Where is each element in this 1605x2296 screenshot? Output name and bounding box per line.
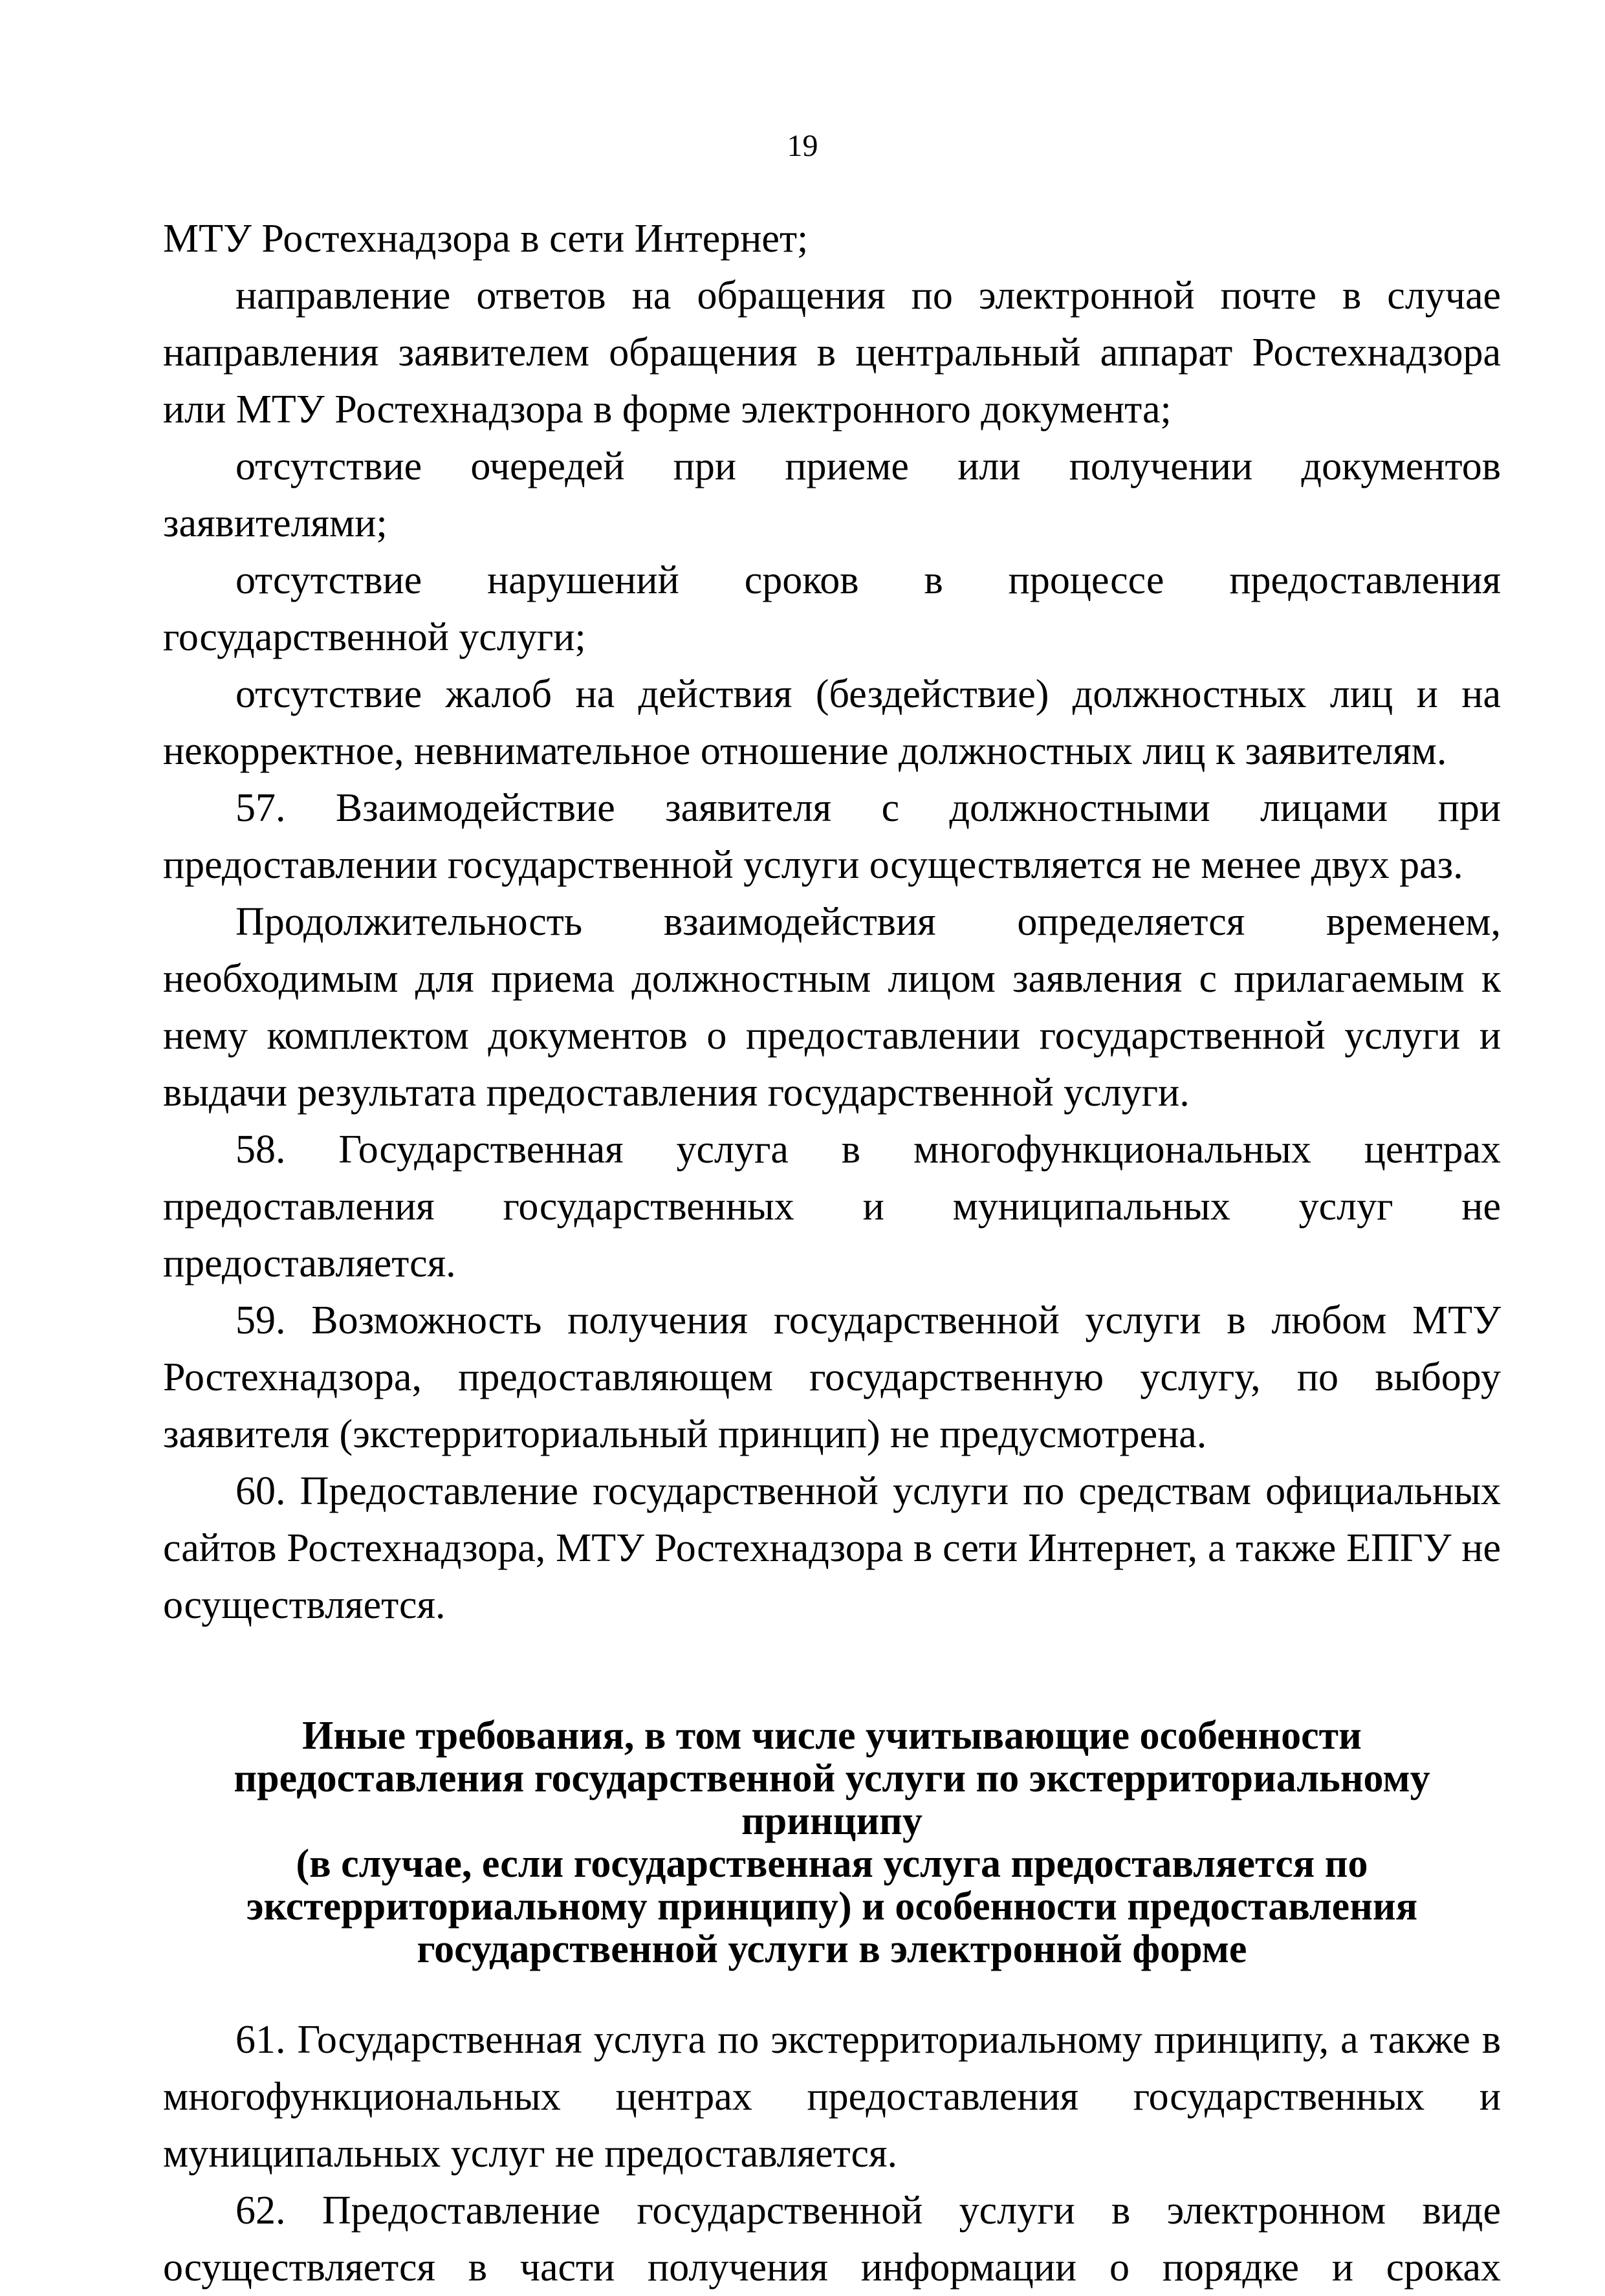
paragraph: 61. Государственная услуга по экстерриториальному принципу, а также в многофункциональных центрах предоставления государственных и муниципальных услуг не предоставляется. [163, 2018, 1501, 2176]
heading-line: предоставления государственной услуги по экстерриториальному принципу [234, 1756, 1430, 1843]
paragraph: 59. Возможность получения государственной услуги в любом МТУ Ростехнадзора, предоставляющем государственную услугу, по выбору заявителя (экстерриториальный принцип) не предусмотрена. [163, 1298, 1501, 1456]
paragraph: направление ответов на обращения по электронной почте в случае направления заявителем обращения в центральный аппарат Ростехнадзора или МТУ Ростехнадзора в форме электронного документа; [163, 274, 1501, 432]
paragraph: отсутствие жалоб на действия (бездействие) должностных лиц и на некорректное, невнимательное отношение должностных лиц к заявителям. [163, 672, 1501, 773]
paragraph: Продолжительность взаимодействия определяется временем, необходимым для приема должностным лицом заявления с прилагаемым к нему комплектом документов о предоставлении государственной услуги и выдачи результата предоставления государственной услуги. [163, 900, 1501, 1115]
paragraph: 60. Предоставление государственной услуги по средствам официальных сайтов Ростехнадзора, МТУ Ростехнадзора в сети Интернет, а также ЕПГУ не осуществляется. [163, 1469, 1501, 1627]
section-heading [163, 1714, 1501, 1971]
paragraph: 58. Государственная услуга в многофункциональных центрах предоставления государственных и муниципальных услуг не предоставляется. [163, 1128, 1501, 1285]
paragraph: отсутствие нарушений сроков в процессе предоставления государственной услуги; [163, 558, 1501, 659]
paragraph: 57. Взаимодействие заявителя с должностными лицами при предоставлении государственной услуги осуществляется не менее двух раз. [163, 786, 1501, 887]
paragraph: МТУ Ростехнадзора в сети Интернет; [163, 217, 809, 261]
paragraph: 62. Предоставление государственной услуги в электронном виде осуществляется в части получения информации о порядке и сроках [163, 2189, 1501, 2290]
page-number: 19 [787, 129, 818, 163]
heading-line: (в случае, если государственная услуга предоставляется по [296, 1842, 1368, 1886]
heading-line: государственной услуги в электронной форме [417, 1927, 1247, 1971]
heading-line: экстерриториальному принципу) и особенности предоставления [246, 1885, 1418, 1929]
document-body [163, 210, 1501, 2296]
heading-line: Иные требования, в том числе учитывающие особенности [302, 1714, 1362, 1758]
paragraph: отсутствие очередей при приеме или получении документов заявителями; [163, 444, 1501, 545]
